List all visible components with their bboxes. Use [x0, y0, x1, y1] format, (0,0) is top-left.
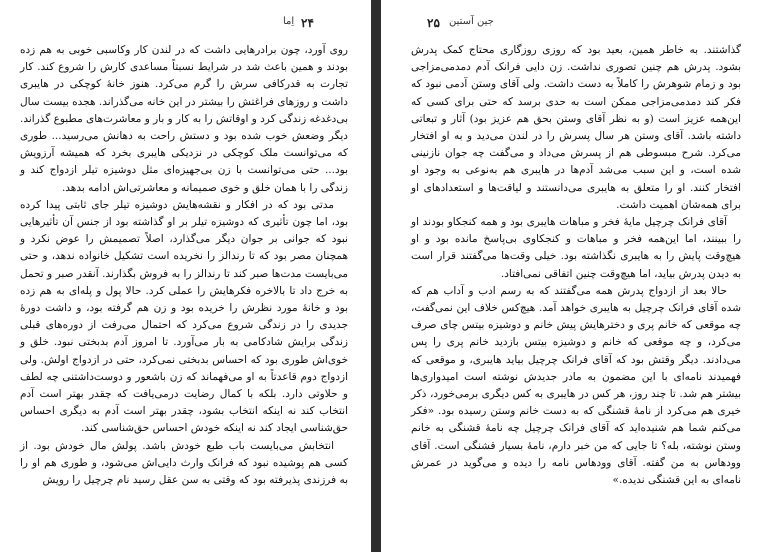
- right-page: [381, 0, 768, 552]
- left-page-header: [0, 16, 371, 32]
- left-page: [0, 0, 371, 552]
- book-gutter: [371, 0, 381, 552]
- left-page-number: ۲۴: [301, 16, 314, 30]
- right-page-header: [381, 16, 768, 32]
- left-page-body: [20, 42, 348, 489]
- right-paragraph-2: آقای فرانک چرچیل مایهٔ فخر و مباهات هایبری بود و همه کنجکاو بودند او را ببینند، اما این‌همه فخر و مباهات و کنجکاوی بی‌پاسخ مانده بود و او هیچ‌وقت پایش را به هایبری نگذاشته بود. خیلی وقت‌ها می‌گفتند قرار است به دیدن پدرش بیاید، اما هیچ‌وقت چنین اتفاقی نمی‌افتاد.: [411, 216, 741, 280]
- right-paragraph-3: حالا بعد از ازدواج پدرش همه می‌گفتند که به رسم ادب و آداب هم که شده آقای فرانک چرچیل به هایبری خواهد آمد. هیچ‌کس خلاف این نمی‌گفت، چه موقعی که خانم پری و دخترهایش پیش خانم و دوشیزه بیتس چای صرف می‌کرد، و چه موقعی که خانم و دوشیزه بیتس بازدید خانم پری را پس می‌دادند. دیگر وقتش بود که آقای فرانک چرچیل بیاید هایبری، و موقعی که فهمیدند نامه‌ای با این مضمون به مادر جدیدش نوشته است امیدواری‌ها بیشتر هم شد. تا چند روز، هر کس در هایبری به کس دیگری برمی‌خورد، ذکر خیری هم می‌کرد از نامهٔ قشنگی که به دست خانم وستن رسیده بود. «فکر می‌کنم شما هم شنیده‌اید که آقای فرانک چرچیل چه نامهٔ قشنگی به خانم وستن نوشته، بله؟ تا جایی که من خبر دارم، نامهٔ بسیار قشنگی است. آقای وودهاس به من گفته. آقای وودهاس نامه را دیده و می‌گوید در عمرش نامه‌ای به این قشنگی ندیده.»: [411, 284, 741, 487]
- right-page-number: ۲۵: [427, 16, 440, 30]
- right-page-body: [411, 42, 741, 489]
- left-paragraph-3: انتخابش می‌بایست باب طبع خودش باشد. پولش مال خودش بود. از کسی هم پوشیده نبود که فرانک وارث دایی‌اش می‌شود، و طوری هم او را به فرزندی پذیرفته بود که وقتی به سن عقل رسید نام چرچیل را رویش: [20, 439, 348, 487]
- left-paragraph-1: روی آورد، چون برادرهایی داشت که در لندن کار وکاسبی خوبی به هم زده بودند و همین باعث شد در شرایط نسبتاً مساعدی کارش را شروع کند. کار تجارت به قدرکافی سرش را گرم می‌کرد. هنوز خانهٔ کوچکی در هایبری داشت و روزهای فراغتش را بیشتر در این خانه می‌گذراند. هجده بیست سال بی‌دغدغه زندگی کرد و اوقاتش را به کار و بار و معاشرت‌های مطبوع گذراند. دیگر وضعش خوب شده بود و دستش راحت به دهانش می‌رسید... طوری که می‌توانست ملک کوچکی در نزدیکی هایبری بخرد که همیشه آرزویش بود... حتی می‌توانست با زن بی‌جهیزه‌ای مثل دوشیزه تیلر ازدواج کند و زندگی را با همان خلق و خوی صمیمانه و معاشرتی‌اش ادامه بدهد.: [20, 44, 348, 194]
- right-running-title: جین آستین: [449, 16, 494, 27]
- right-paragraph-1: گذاشتند. به خاطر همین، بعید بود که روزی روزگاری محتاج کمک پدرش بشود. پدرش هم چنین تصوری نداشت. زن دایی فرانک آدم دمدمی‌مزاجی بود و زمام شوهرش را کاملاً به دست داشت. ولی آقای وستن آدمی نبود که فکر کند دمدمی‌مزاجی ممکن است به حدی برسد که حتی برای کسی که این‌همه عزیز است (و به نظر آقای وستن بحق هم عزیز بود) آثار و تبعاتی داشته باشد. آقای وستن هر سال پسرش را در لندن می‌دید و به او افتخار می‌کرد. شرح مبسوطی هم از پسرش می‌داد و می‌گفت چه جوان نازنینی شده است، و این سبب می‌شد آدم‌ها در هایبری هم به‌نوعی به وجود او افتخار کنند. او را متعلق به هایبری می‌دانستند و لیاقت‌ها و استعدادهای او برای همه‌شان اهمیت داشت.: [411, 44, 741, 211]
- left-paragraph-2: مدتی بود که در افکار و نقشه‌هایش دوشیزه تیلر جای ثابتی پیدا کرده بود، اما چون تأثیری که دوشیزه تیلر بر او گذاشته بود از جنس آن تأثیرهایی نبود که جوانی بر جوان دیگر می‌گذارد، اصلاً تصمیمش را عوض نکرد و همچنان مصر بود که تا رندالز را نخریده است تشکیل خانواده ندهد، و حتی می‌بایست مدت‌ها صبر کند تا رندالز را به فروش بگذارند. آنقدر صبر و تحمل به خرج داد تا بالاخره فکرهایش را عملی کرد. حالا پول و پله‌ای به هم زده بود و خانهٔ مورد نظرش را خریده بود و زن هم گرفته بود، و داشت دورهٔ جدیدی را در زندگی شروع می‌کرد که احتمال می‌رفت از دوره‌های قبلی زندگی برایش شادکامی به بار می‌آورد. تا امروز آدم بدبختی نبود. خلق و خوی‌اش طوری بود که احساس بدبختی نمی‌کرد، حتی در ازدواج اولش. ولی ازدواج دوم قاعدتاً به او می‌فهماند که زن باشعور و دوست‌داشتنی چه لطف و حلاوتی دارد. بلکه با کمال رضایت درمی‌یافت که چقدر بهتر است آدم انتخاب کند نه اینکه انتخاب بشود، چقدر بهتر است آدم به دیگری احساس حق‌شناسی ایجاد کند نه اینکه خودش احساس حق‌شناسی کند.: [20, 198, 348, 435]
- left-running-title: اِما: [283, 16, 295, 27]
